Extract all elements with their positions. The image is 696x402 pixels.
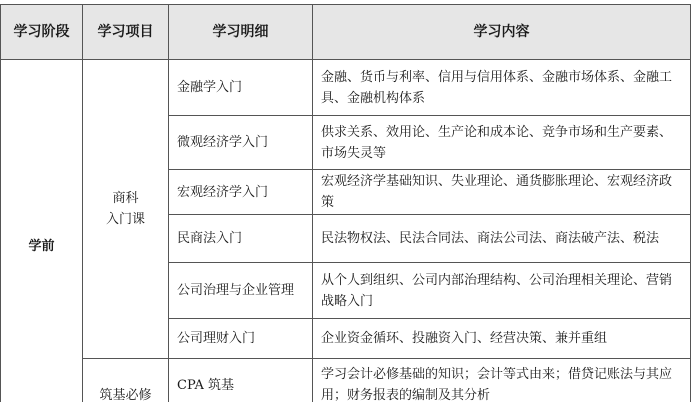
header-row	[1, 5, 691, 60]
content-cell: 宏观经济学基础知识、失业理论、通货膨胀理论、宏观经济政策	[313, 170, 691, 215]
detail-cell: 民商法入门	[169, 215, 313, 263]
content-cell: 企业资金循环、投融资入门、经营决策、兼并重组	[313, 319, 691, 359]
table-row	[1, 60, 691, 116]
detail-cell: CPA 筑基	[169, 359, 313, 402]
detail-cell: 公司理财入门	[169, 319, 313, 359]
curriculum-table	[0, 4, 691, 402]
detail-cell: 微观经济学入门	[169, 116, 313, 170]
project-label-line2: 入门课	[105, 212, 145, 227]
project-cell-zhuji: 筑基必修	[83, 359, 169, 402]
content-cell: 供求关系、效用论、生产论和成本论、竞争市场和生产要素、市场失灵等	[313, 116, 691, 170]
header-detail: 学习明细	[169, 5, 313, 60]
content-cell: 金融、货币与利率、信用与信用体系、金融市场体系、金融工具、金融机构体系	[313, 60, 691, 116]
detail-cell: 宏观经济学入门	[169, 170, 313, 215]
header-project: 学习项目	[83, 5, 169, 60]
detail-cell: 金融学入门	[169, 60, 313, 116]
content-cell: 从个人到组织、公司内部治理结构、公司治理相关理论、营销战略入门	[313, 263, 691, 319]
stage-cell: 学前	[1, 60, 83, 402]
content-cell: 民法物权法、民法合同法、商法公司法、商法破产法、税法	[313, 215, 691, 263]
detail-cell: 公司治理与企业管理	[169, 263, 313, 319]
project-cell-shangke	[83, 60, 169, 359]
table-row	[1, 359, 691, 402]
content-cell: 学习会计必修基础的知识；会计等式由来；借贷记账法与其应用；财务报表的编制及其分析	[313, 359, 691, 402]
header-content: 学习内容	[313, 5, 691, 60]
project-label-line1: 商科	[112, 191, 139, 206]
header-stage: 学习阶段	[1, 5, 83, 60]
